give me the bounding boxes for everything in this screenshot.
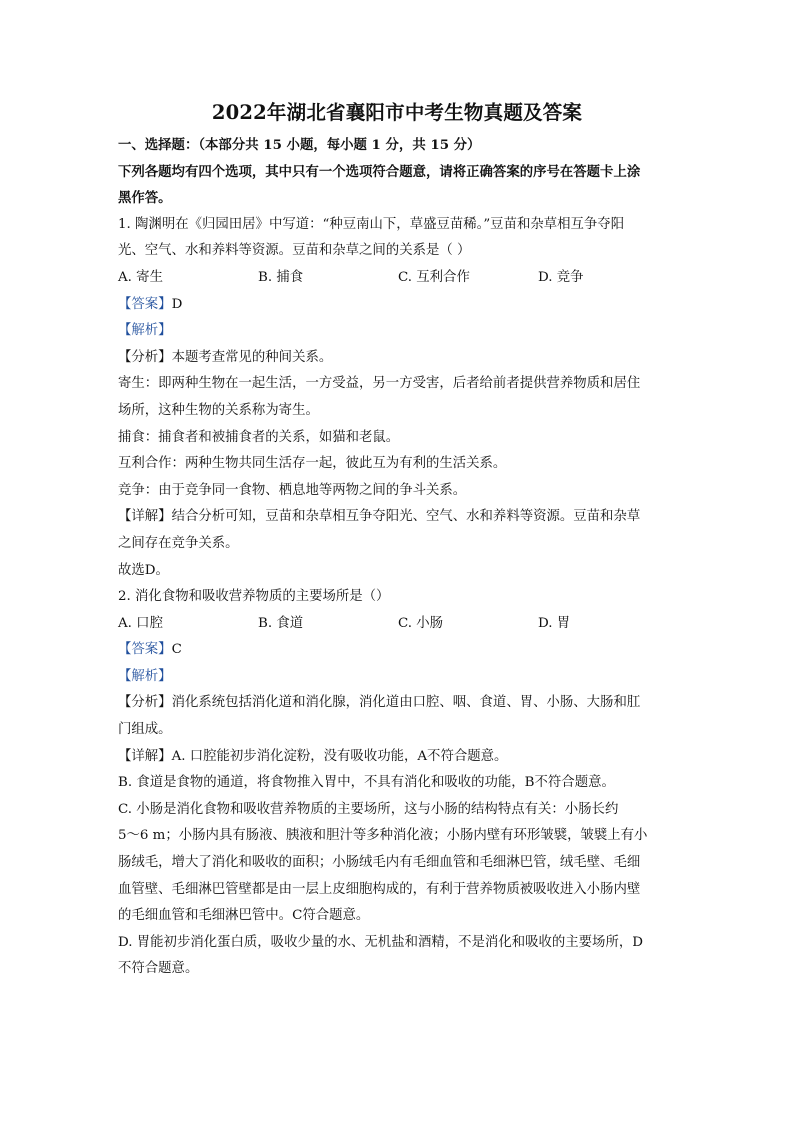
- q2-option-a: A. 口腔: [118, 615, 163, 631]
- q1-options: [118, 265, 678, 292]
- q2-answer-value: C: [171, 642, 182, 658]
- q2-detail-c-line-2: 5～6 m；小肠内具有肠液、胰液和胆汁等多种消化液；小肠内壁有环形皱襞，皱襞上有小: [118, 828, 648, 844]
- section-instruction-line-1: 下列各题均有四个选项，其中只有一个选项符合题意，请将正确答案的序号在答题卡上涂: [118, 163, 641, 180]
- q2-detail-c-line-5: 的毛细血管和毛细淋巴管中。C符合题意。: [118, 908, 370, 924]
- q1-option-a: A. 寄生: [118, 269, 163, 285]
- q2-detail-c-line-3: 肠绒毛，增大了消化和吸收的面积；小肠绒毛内有毛细血管和毛细淋巴管，绒毛壁、毛细: [118, 855, 641, 871]
- q1-fenxi-text: 本题考查常见的种间关系。: [171, 349, 333, 365]
- q1-detail-text: 结合分析可知，豆苗和杂草相互争夺阳光、空气、水和养料等资源。豆苗和杂草: [171, 509, 641, 525]
- q2-detail-a: [118, 744, 678, 771]
- section-heading: 一、选择题：（本部分共 15 小题，每小题 1 分，共 15 分）: [118, 137, 481, 153]
- q1-option-c: C. 互利合作: [398, 269, 470, 285]
- document-body: [118, 132, 678, 983]
- q2-options: [118, 611, 678, 638]
- q2-option-d: D. 胃: [538, 615, 571, 631]
- q2-fenxi-line-2: 门组成。: [118, 722, 172, 738]
- q2-fenxi-line-1: [118, 690, 678, 717]
- q1-def-line-3: 捕食：捕食者和被捕食者的关系，如猫和老鼠。: [118, 429, 400, 445]
- q2-detail-b: B. 食道是食物的通道，将食物推入胃中，不具有消化和吸收的功能，B不符合题意。: [118, 775, 615, 791]
- q2-option-b: B. 食道: [258, 615, 304, 631]
- q2-stem: 2. 消化食物和吸收营养物质的主要场所是（）: [118, 589, 390, 605]
- q1-def-line-1: 寄生：即两种生物在一起生活，一方受益，另一方受害，后者给前者提供营养物质和居住: [118, 376, 641, 392]
- q2-answer: [118, 637, 678, 664]
- q1-detail-tag: 【详解】: [118, 509, 172, 525]
- q2-detail-tag: 【详解】: [118, 748, 172, 764]
- q1-stem-line-2: 光、空气、水和养料等资源。豆苗和杂草之间的关系是（ ）: [118, 243, 471, 259]
- q2-fenxi-text: 消化系统包括消化道和消化腺，消化道由口腔、咽、食道、胃、小肠、大肠和肛: [171, 695, 641, 711]
- q1-def-line-5: 竞争：由于竞争同一食物、栖息地等两物之间的争斗关系。: [118, 482, 467, 498]
- q1-option-b: B. 捕食: [258, 269, 304, 285]
- q1-analysis-tag: 【解析】: [118, 323, 172, 339]
- q1-detail-line-1: [118, 504, 678, 531]
- q2-detail-d-line-1: D. 胃能初步消化蛋白质，吸收少量的水、无机盐和酒精，不是消化和吸收的主要场所，D: [118, 934, 643, 950]
- q1-option-d: D. 竞争: [538, 269, 584, 285]
- q1-fenxi-tag: 【分析】: [118, 349, 172, 365]
- q1-answer-tag: 【答案】: [118, 296, 172, 312]
- q2-option-c: C. 小肠: [398, 615, 444, 631]
- q1-stem-line-1: 1. 陶渊明在《归园田居》中写道：“种豆南山下，草盛豆苗稀。”豆苗和杂草相互争夺阳: [118, 216, 625, 232]
- section-instruction-line-2: 黑作答。: [118, 190, 172, 207]
- q1-answer-value: D: [171, 296, 183, 312]
- q2-detail-d-line-2: 不符合题意。: [118, 961, 199, 977]
- q1-detail-line-2: 之间存在竞争关系。: [118, 535, 239, 551]
- q2-answer-tag: 【答案】: [118, 642, 172, 658]
- q2-analysis-tag: 【解析】: [118, 668, 172, 684]
- q2-detail-c-line-4: 血管壁、毛细淋巴管壁都是由一层上皮细胞构成的，有利于营养物质被吸收进入小肠内壁: [118, 881, 641, 897]
- q2-fenxi-tag: 【分析】: [118, 695, 172, 711]
- q1-def-line-2: 场所，这种生物的关系称为寄生。: [118, 402, 319, 418]
- q1-def-line-4: 互利合作：两种生物共同生活存一起，彼此互为有利的生活关系。: [118, 456, 507, 472]
- q1-fenxi: [118, 345, 678, 372]
- q1-answer: [118, 292, 678, 319]
- page-title: 2022年湖北省襄阳市中考生物真题及答案: [211, 101, 583, 124]
- q2-detail-a-text: A. 口腔能初步消化淀粉，没有吸收功能，A不符合题意。: [171, 748, 508, 764]
- q2-detail-c-line-1: C. 小肠是消化食物和吸收营养物质的主要场所，这与小肠的结构特点有关：小肠长约: [118, 801, 619, 817]
- q1-conclusion: 故选D。: [118, 562, 169, 578]
